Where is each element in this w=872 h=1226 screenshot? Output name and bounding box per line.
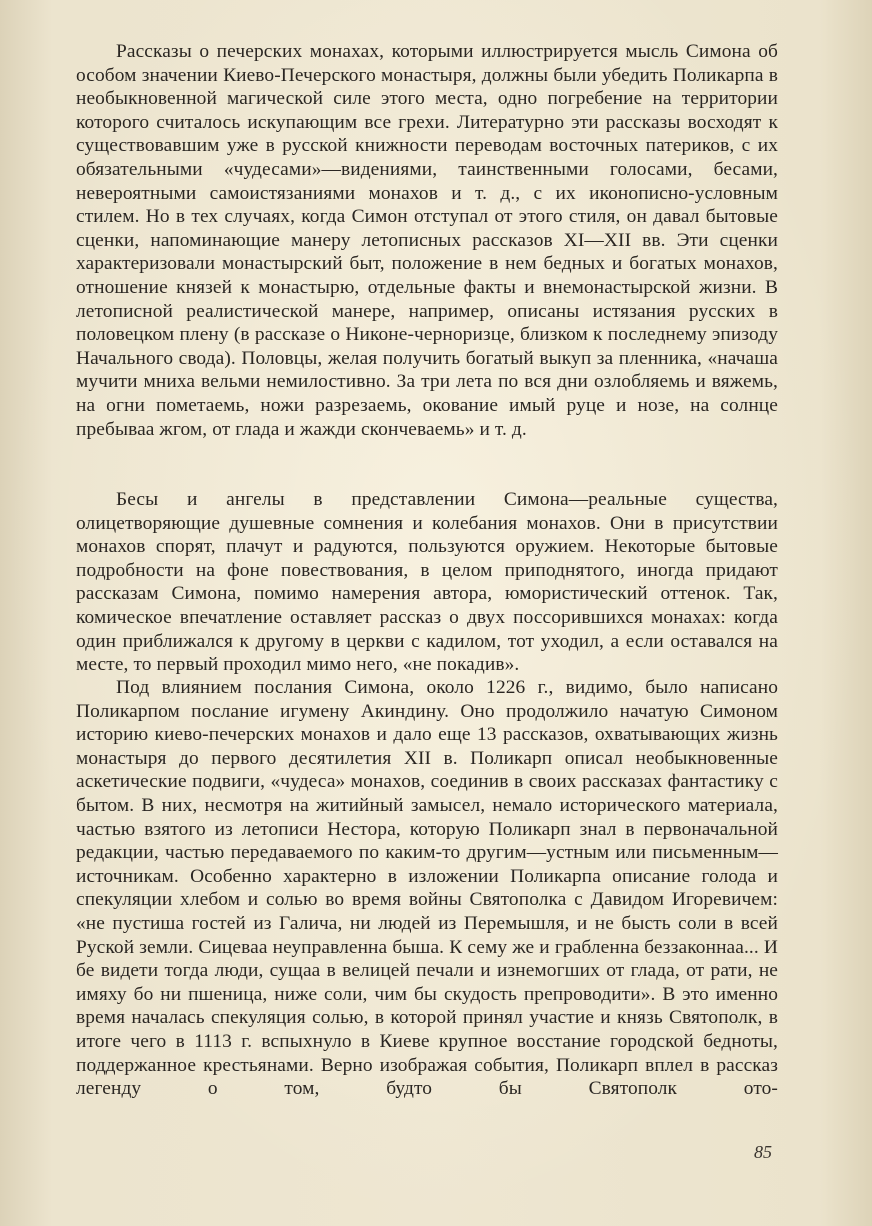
paragraph-3: Под влиянием послания Симона, около 1226 г., видимо, было написано Поликарпом послание игумену Акиндину. Оно продолжило начатую Симоном историю киево-печерских монахов и дало еще 13 рассказов, охватывающих жизнь монастыря до первого десятилетия XII в. Поликарп описал необыкновенные аскетические подвиги, «чудеса» монахов, соединив в своих рассказах фантастику с бытом. В них, несмотря на житийный замысел, немало исторического материала, частью взятого из летописи Нестора, которую Поликарп знал в первоначальной редакции, частью передаваемого по каким-то другим—устным или письменным—источникам. Особенно характерно в изложении Поликарпа описание голода и спекуляции хлебом и солью во время войны Святополка с Давидом Игоревичем: «не пустиша гостей из Галича, ни людей из Перемышля, и не бысть соли в всей Руской земли. Сицеваа неуправленна быша. К сему же и грабленна беззаконнаа... И бе видети тогда люди, сущаа в велицей печали и изнемогших от глада, от рати, не имяху бо ни пшеница, ниже соли, чим бы скудость препроводити». В это именно время началась спекуляция солью, в которой принял участие и князь Святополк, в итоге чего в 1113 г. вспыхнуло в Киеве крупное восстание городской бедноты, поддержанное крестьянами. Верно изображая события, Поликарп вплел в рассказ легенду о том, будто бы Святополк ото- [76, 677, 778, 1100]
page-body [76, 40, 778, 1148]
paragraph-2: Бесы и ангелы в представлении Симона—реальные существа, олицетворяющие душевные сомнения и колебания монахов. Они в присутствии монахов спорят, плачут и радуются, пользуются оружием. Некоторые бытовые подробности на фоне повествования, в целом приподнятого, иногда придают рассказам Симона, помимо намерения автора, юмористический оттенок. Так, комическое впечатление оставляет рассказ о двух поссорившихся монахах: когда один приближался к другому в церкви с кадилом, тот уходил, а если оставался на месте, то первый проходил мимо него, «не покадив». [76, 489, 778, 676]
paragraph-1: Рассказы о печерских монахах, которыми иллюстрируется мысль Симона об особом значении Киево-Печерского монастыря, должны были убедить Поликарпа в необыкновенной магической силе этого места, одно погребение на территории которого считалось искупающим все грехи. Литературно эти рассказы восходят к существовавшим уже в русской книжности переводам восточных патериков, с их обязательными «чудесами»—видениями, таинственными голосами, бесами, невероятными самоистязаниями монахов и т. д., с их иконописно-условным стилем. Но в тех случаях, когда Симон отступал от этого стиля, он давал бытовые сценки, напоминающие манеру летописных рассказов XI—XII вв. Эти сценки характеризовали монастырский быт, положение в нем бедных и богатых монахов, отношение князей к монастырю, отдельные факты и внемонастырской жизни. В летописной реалистической манере, например, описаны истязания русских в половецком плену (в рассказе о Никоне-черноризце, близком к последнему эпизоду Начального свода). Половцы, желая получить богатый выкуп за пленника, «начаша мучити мниха вельми немилостивно. За три лета по вся дни озлобляемь и вяжемь, на огни пометаемь, ножи разрезаемь, окование имый руце и нозе, на солнце пребываа жгом, от глада и жажди скончеваемь» и т. д. [76, 41, 778, 440]
page-number: 85 [754, 1142, 772, 1162]
